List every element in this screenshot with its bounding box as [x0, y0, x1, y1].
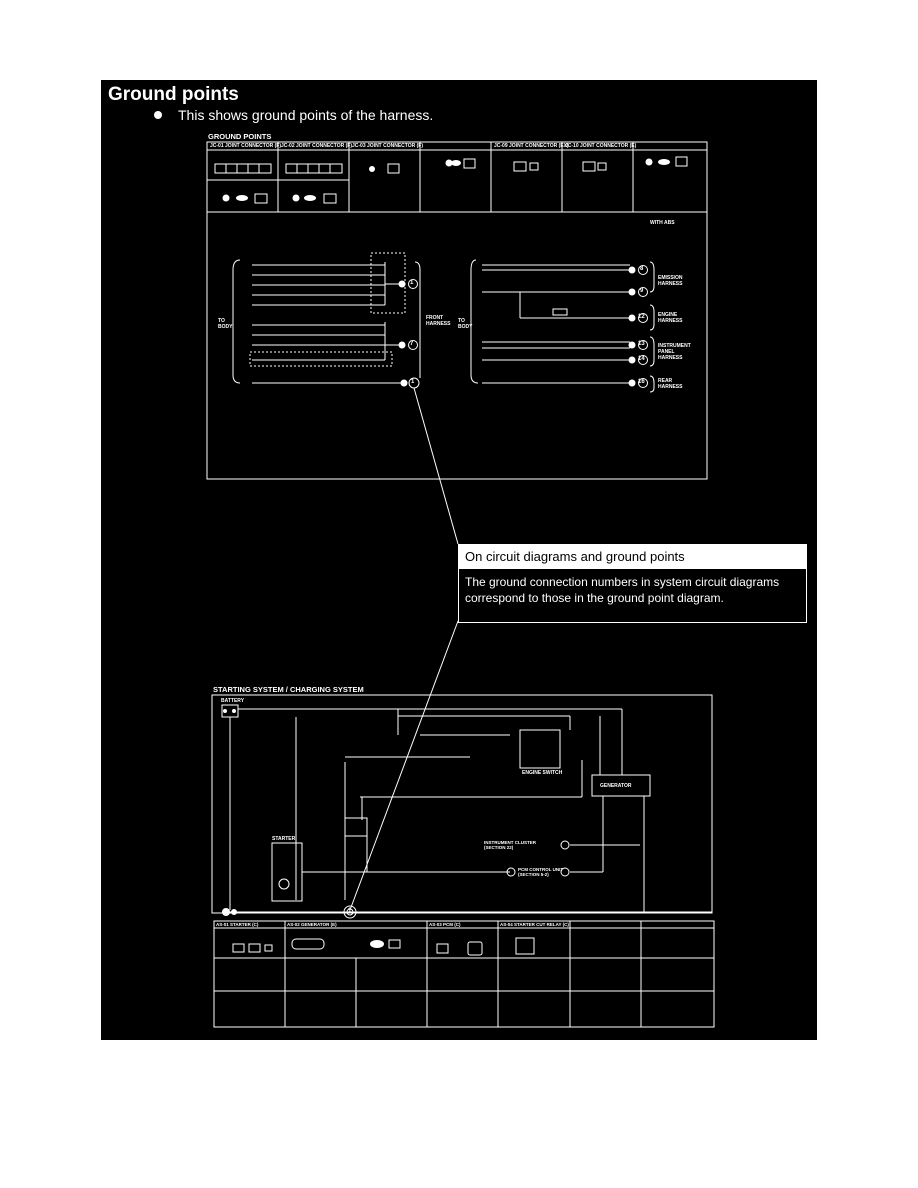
callout-heading: On circuit diagrams and ground points — [459, 545, 806, 569]
ground-number-12: 12 — [638, 314, 645, 320]
header-cell-6: JC-10 JOINT CONNECTOR (E) — [565, 143, 637, 149]
harness-label-engine: ENGINE HARNESS — [658, 312, 683, 324]
circuit-ground-number: 1 — [348, 908, 352, 914]
callout-body — [459, 569, 806, 606]
header-cell-2: JC-02 JOINT CONNECTOR (F) — [281, 143, 353, 149]
instrument-cluster-label: INSTRUMENT CLUSTER (SECTION 22) — [484, 840, 536, 850]
ground-number-8: 8 — [640, 266, 644, 272]
header-cell-3: JC-03 JOINT CONNECTOR (F) — [352, 143, 424, 149]
ground-number-1b: 1 — [411, 379, 415, 385]
callout-body-line-2: correspond to those in the ground point diagram. — [465, 591, 724, 605]
harness-label-emission: EMISSION HARNESS — [658, 275, 683, 287]
ground-number-7: 7 — [410, 341, 414, 347]
header-cell-5: JC-09 JOINT CONNECTOR (EX) — [494, 143, 569, 149]
bottom-cell-3: AS-03 PCM (C) — [429, 922, 461, 927]
circuit-heading: STARTING SYSTEM / CHARGING SYSTEM — [213, 685, 364, 694]
bottom-cell-4: AS-04 STARTER CUT RELAY (C) — [500, 922, 569, 927]
harness-label-instrument: INSTRUMENT PANEL HARNESS — [658, 343, 691, 361]
page-title: Ground points — [108, 84, 239, 105]
starter-label: STARTER — [272, 836, 296, 842]
header-cell-1: JC-01 JOINT CONNECTOR (F) — [210, 143, 282, 149]
ground-points-heading: GROUND POINTS — [208, 132, 272, 141]
front-harness-label: FRONT HARNESS — [426, 315, 451, 327]
battery-label: BATTERY — [221, 698, 245, 704]
pcm-label: PCM CONTROL UNIT (SECTION 5-2) — [518, 867, 564, 877]
callout-body-line-1: The ground connection numbers in system circuit diagrams — [465, 575, 780, 589]
ground-number-16: 16 — [638, 379, 645, 385]
generator-label: GENERATOR — [600, 783, 632, 789]
ground-number-14: 14 — [638, 356, 645, 362]
ground-number-9: 9 — [640, 288, 644, 294]
ground-number-13: 13 — [638, 341, 645, 347]
right-group-label: TO BODY — [458, 318, 473, 330]
bottom-cell-2: AS-02 GENERATOR (E) — [287, 922, 337, 927]
left-group-label: TO BODY — [218, 318, 233, 330]
ground-number-1a: 1 — [410, 280, 414, 286]
bottom-cell-1: AS-01 STARTER (C) — [216, 922, 259, 927]
callout-box — [458, 544, 807, 623]
engine-switch-label: ENGINE SWITCH — [522, 770, 563, 776]
harness-label-rear: REAR HARNESS — [658, 378, 683, 390]
intro-text: This shows ground points of the harness. — [178, 107, 434, 123]
with-abs-note: WITH ABS — [650, 220, 675, 226]
